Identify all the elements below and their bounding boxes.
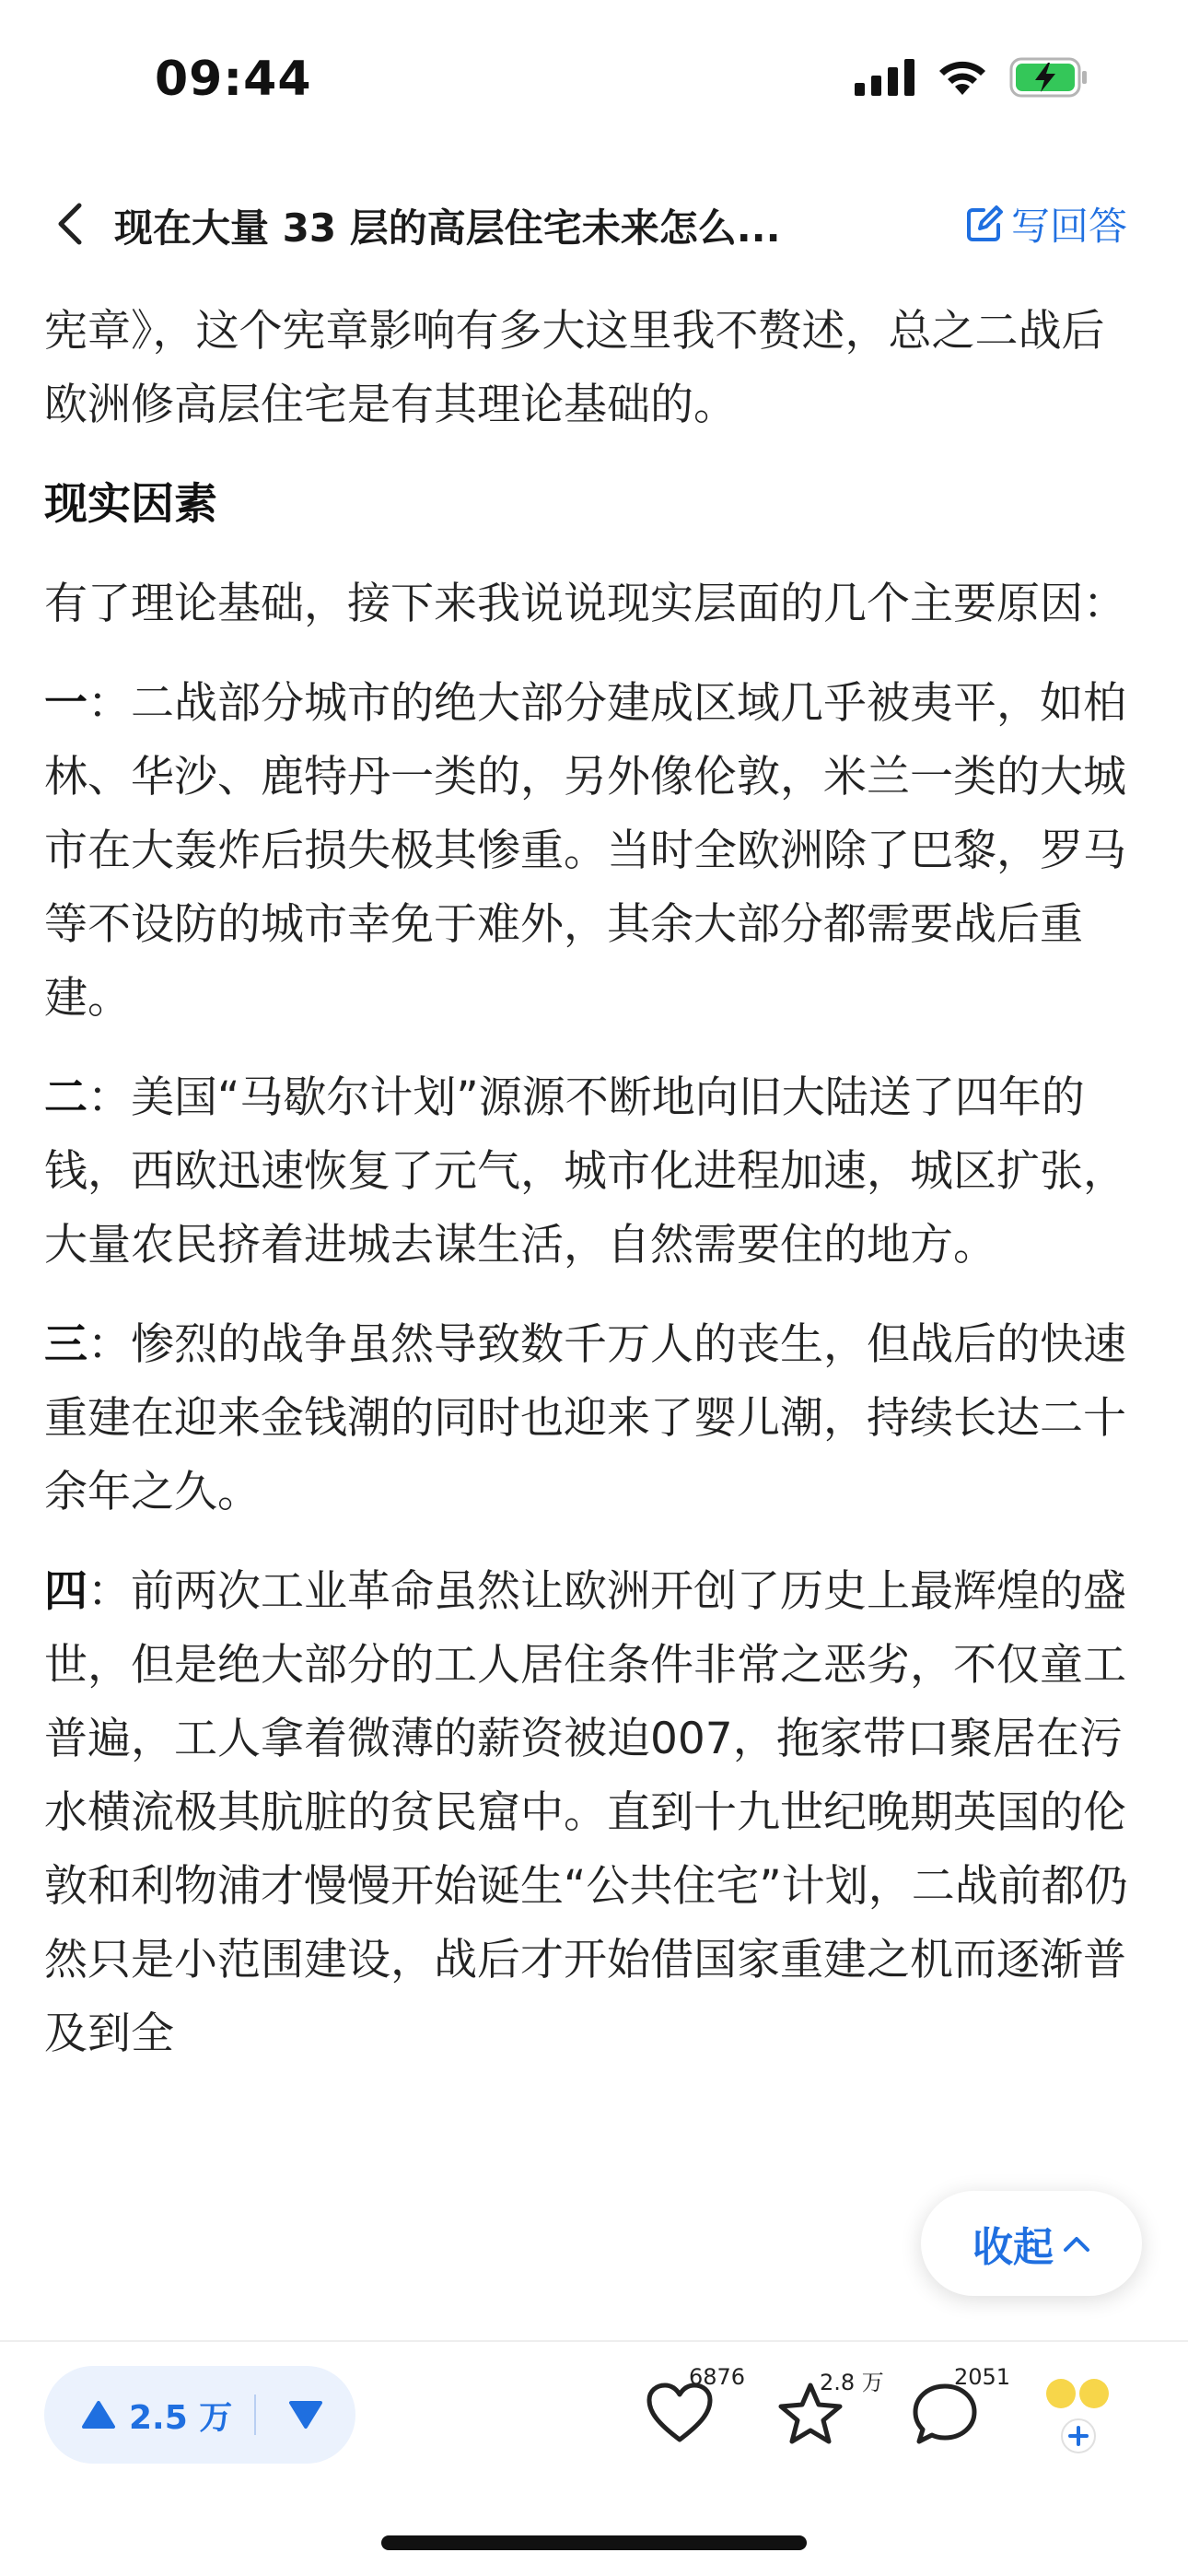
list-item — [44, 1308, 1144, 1529]
answer-content — [0, 286, 1188, 2340]
upvote-button[interactable] — [44, 2392, 254, 2439]
back-button[interactable] — [41, 194, 99, 253]
favorite-count: 2.8 万 — [820, 2370, 884, 2395]
home-indicator — [381, 2535, 807, 2550]
list-item-label: 二 — [44, 1072, 87, 1123]
list-item-label: 四 — [44, 1566, 87, 1617]
battery-charging-icon — [1009, 57, 1089, 98]
list-item-text: ：前两次工业革命虽然让欧洲开创了历史上最辉煌的盛世，但是绝大部分的工人居住条件非常之恶劣，不仅童工普遍，工人拿着微薄的薪资被迫007，拖家带口聚居在污水横流极其肮脏的贫民窟中。直到十九世纪晚期英国的伦敦和利物浦才慢慢开始诞生“公共住宅”计划，二战前都仍然只是小范围建设，战后才开始借国家重建之机而逐渐普及到全 — [44, 1566, 1128, 2059]
comment-icon — [910, 2381, 980, 2447]
paragraph-intro — [44, 286, 1144, 442]
upvote-count: 2.5 万 — [129, 2398, 233, 2437]
downvote-button[interactable] — [256, 2400, 355, 2430]
nav-bar — [0, 161, 1188, 286]
list-item — [44, 667, 1144, 1036]
question-title[interactable]: 现在大量 33 层的高层住宅未来怎么... — [114, 205, 781, 251]
chevron-up-icon — [1063, 2234, 1090, 2253]
list-item-text: ：二战部分城市的绝大部分建成区域几乎被夷平，如柏林、华沙、鹿特丹一类的，另外像伦敦，米兰一类的大城市在大轰炸后损失极其惨重。当时全欧洲除了巴黎，罗马等不设防的城市幸免于难外，其余大部分都需要战后重建。 — [44, 678, 1126, 1024]
collapse-button[interactable] — [921, 2191, 1142, 2296]
favorite-button[interactable] — [775, 2370, 884, 2451]
vote-control — [44, 2366, 355, 2464]
list-item-text: ：美国“马歇尔计划”源源不断地向旧大陆送了四年的钱，西欧迅速恢复了元气，城市化进程加速，城区扩张，大量农民挤着进城去谋生活，自然需要住的地方。 — [44, 1072, 1126, 1270]
comment-count: 2051 — [954, 2364, 1011, 2390]
write-answer-button[interactable] — [965, 196, 1127, 252]
list-item-text: ：惨烈的战争虽然导致数千万人的丧生，但战后的快速重建在迎来金钱潮的同时也迎来了婴儿潮，持续长达二十余年之久。 — [44, 1319, 1126, 1517]
list-item — [44, 1555, 1144, 2071]
like-button[interactable] — [645, 2364, 746, 2449]
heart-icon — [645, 2381, 715, 2445]
answer-text — [44, 286, 1144, 2097]
list-item — [44, 1061, 1144, 1282]
collapse-label: 收起 — [973, 2224, 1054, 2271]
status-time: 09:44 — [155, 52, 312, 107]
triangle-down-icon — [288, 2400, 323, 2430]
edit-icon — [965, 205, 1004, 243]
signal-icon — [855, 59, 915, 96]
section-heading: 现实因素 — [44, 479, 217, 530]
emoji-reaction-icon — [1041, 2370, 1116, 2458]
wifi-icon — [936, 58, 989, 97]
list-item-label: 三 — [44, 1319, 87, 1370]
comment-button[interactable] — [910, 2364, 1011, 2451]
triangle-up-icon — [81, 2400, 116, 2430]
chevron-left-icon — [57, 202, 83, 246]
list-item-label: 一 — [44, 678, 87, 729]
status-bar — [0, 0, 1188, 161]
paragraph-lead: 有了理论基础，接下来我说说现实层面的几个主要原因： — [44, 579, 1126, 629]
write-answer-label: 写回答 — [1010, 204, 1127, 249]
intro-text-b: 宪章》，这个宪章影响有多大这里我不赘述，总之二战后欧洲修高层住宅是有其理论基础的。 — [44, 306, 1105, 430]
reaction-button[interactable] — [1041, 2370, 1116, 2458]
like-count: 6876 — [689, 2364, 746, 2390]
status-icons — [855, 57, 1089, 98]
